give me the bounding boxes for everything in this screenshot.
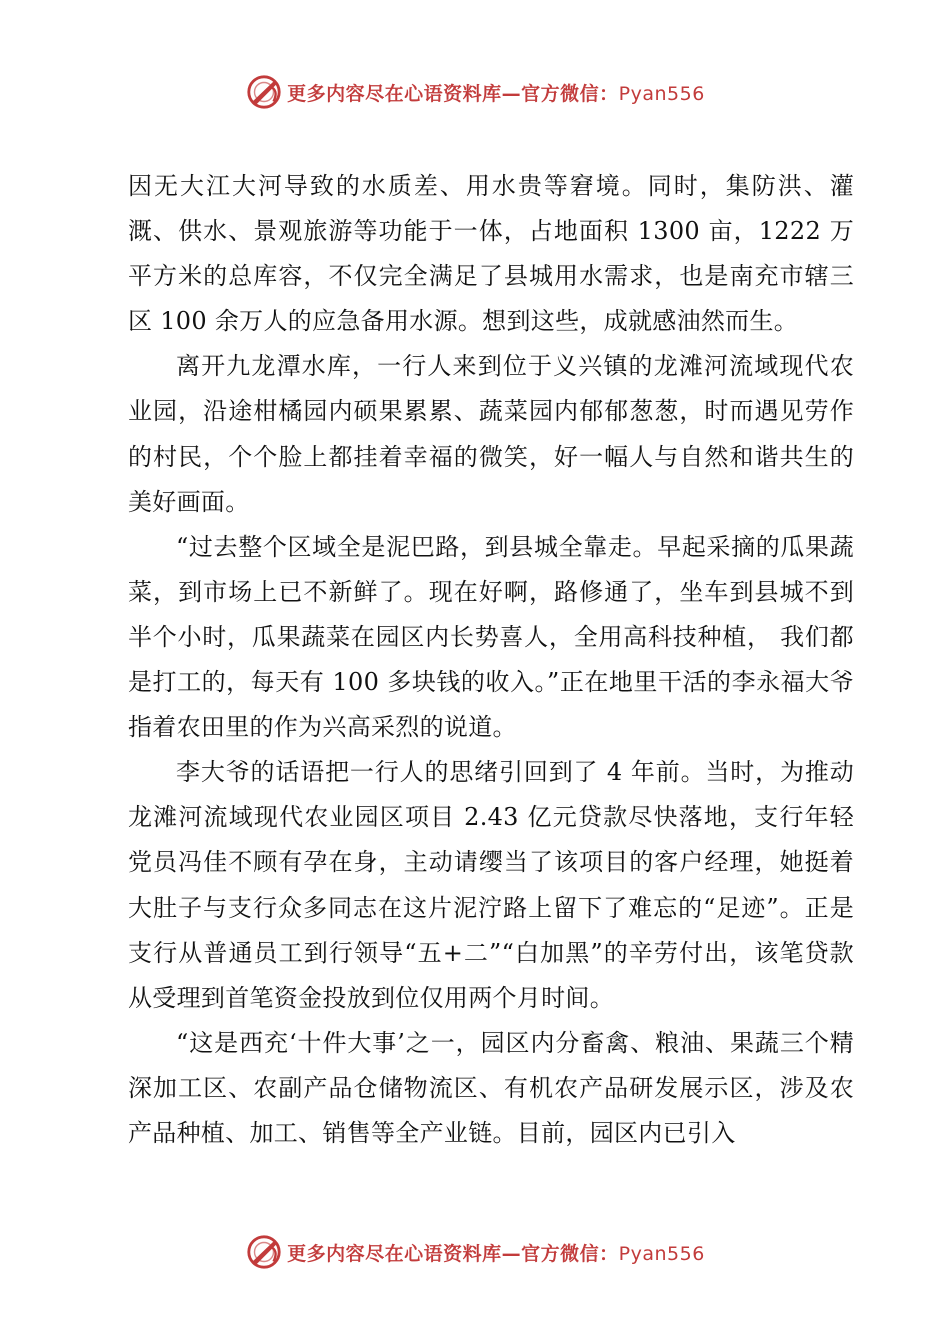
- header-banner: [0, 72, 950, 112]
- paragraph-1: 因无大江大河导致的水质差、用水贵等窘境。同时，集防洪、灌溉、供水、景观旅游等功能于一体，占地面积 1300 亩，1222 万平方米的总库容，不仅完全满足了县城用水需求，也是南充市辖三区 100 余万人的应急备用水源。想到这些，成就感油然而生。: [128, 172, 854, 336]
- paragraph-2: 离开九龙潭水库，一行人来到位于义兴镇的龙滩河流域现代农业园，沿途柑橘园内硕果累累、蔬菜园内郁郁葱葱，时而遇见劳作的村民，个个脸上都挂着幸福的微笑，好一幅人与自然和谐共生的美好画面。: [128, 352, 854, 516]
- brand-logo-icon: [245, 73, 283, 111]
- footer-banner: [0, 1232, 950, 1272]
- footer-wechat-id: Pyan556: [618, 1242, 705, 1265]
- header-wechat-id: Pyan556: [618, 82, 705, 105]
- paragraph-4: 李大爷的话语把一行人的思绪引回到了 4 年前。当时，为推动龙滩河流域现代农业园区项目 2.43 亿元贷款尽快落地，支行年轻党员冯佳不顾有孕在身，主动请缨当了该项目的客户经理，她挺着大肚子与支行众多同志在这片泥泞路上留下了难忘的“足迹”。正是支行从普通员工到行领导“五+二”“白加黑”的辛劳付出，该笔贷款从受理到首笔资金投放到位仅用两个月时间。: [128, 758, 854, 1012]
- footer-banner-title: 更多内容尽在心语资料库—官方微信：: [287, 1242, 619, 1265]
- footer-banner-label: [287, 1239, 705, 1266]
- paragraph-3: “过去整个区域全是泥巴路，到县城全靠走。早起采摘的瓜果蔬菜，到市场上已不新鲜了。现在好啊，路修通了，坐车到县城不到半个小时，瓜果蔬菜在园区内长势喜人，全用高科技种植， 我们都是打工的，每天有 100 多块钱的收入。”正在地里干活的李永福大爷指着农田里的作为兴高采烈的说道。: [128, 532, 854, 742]
- brand-logo-icon: [245, 1233, 283, 1271]
- document-body: [128, 164, 854, 1156]
- paragraph-5: “这是西充‘十件大事’之一，园区内分畜禽、粮油、果蔬三个精深加工区、农副产品仓储物流区、有机农产品研发展示区，涉及农产品种植、加工、销售等全产业链。目前，园区内已引入: [128, 1028, 854, 1147]
- header-banner-label: [287, 79, 705, 106]
- header-banner-title: 更多内容尽在心语资料库—官方微信：: [287, 82, 619, 105]
